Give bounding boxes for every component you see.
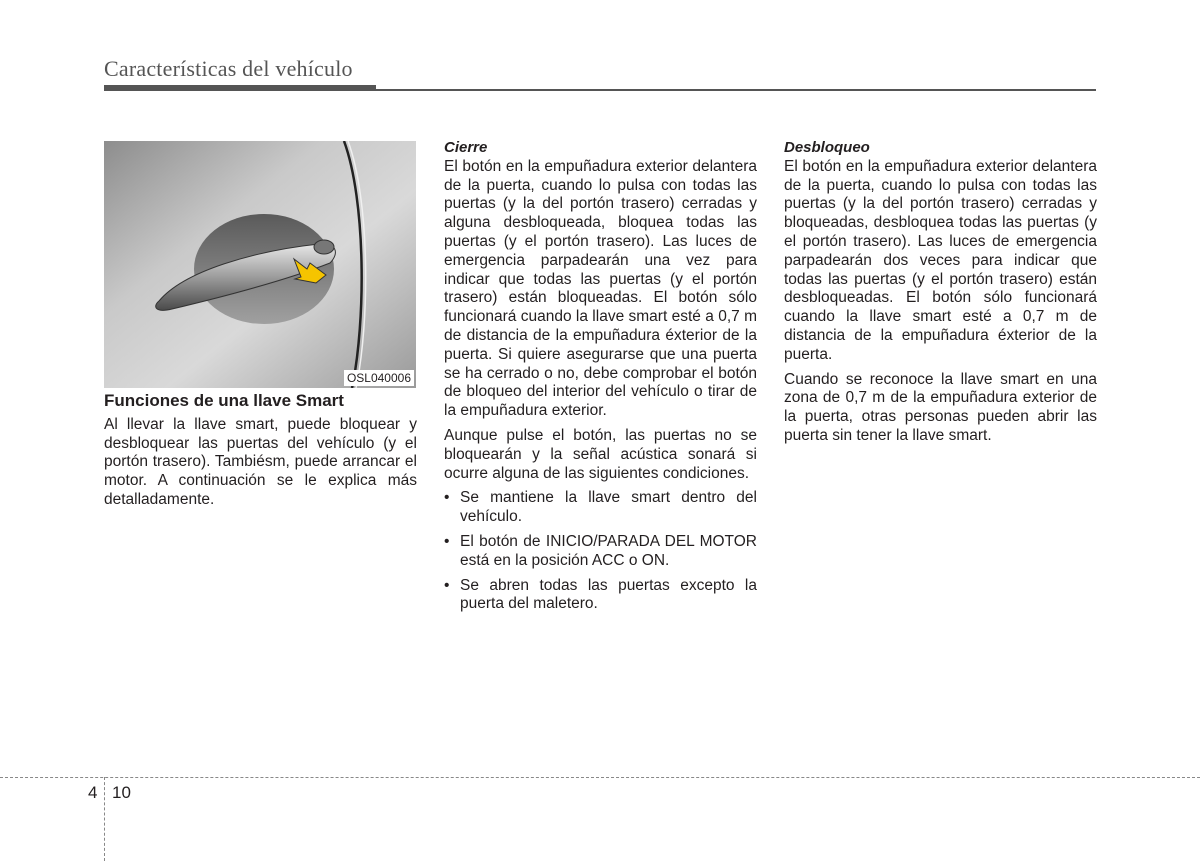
door-handle-illustration bbox=[104, 141, 416, 388]
list-item-text: Se abren todas las puertas excepto la puerta del maletero. bbox=[460, 576, 757, 613]
section-number: 4 bbox=[88, 783, 98, 802]
footer-vertical-divider bbox=[104, 777, 105, 861]
cierre-paragraph-1: El botón en la empuñadura exterior delantera de la puerta, cuando lo pulsa con todas las puertas (y la del portón trasero) cerradas y alguna desbloqueada, bloquea todas las puertas (y el portón trasero). Las luces de emergencia parpadearán una vez para indicar que todas las puertas (y el portón trasero) están bloqueadas. El botón sólo funcionará cuando la llave smart esté a 0,7 m de distancia de la empuñadura éxterior de la puerta. Si quiere asegurarse que una puerta se ha cerrado o no, debe comprobar el botón de bloqueo del interior del vehículo o tirar de la empuñadura exterior. bbox=[444, 157, 757, 420]
subheading-cierre: Cierre bbox=[444, 139, 488, 156]
section-heading-smart-key: Funciones de una llave Smart bbox=[104, 391, 344, 410]
list-item-text: Se mantiene la llave smart dentro del vehículo. bbox=[460, 489, 757, 526]
list-item bbox=[444, 533, 757, 571]
page-header-title: Características del vehículo bbox=[104, 56, 353, 81]
column-1 bbox=[104, 392, 417, 516]
header-rule bbox=[104, 89, 1096, 91]
figure-caption: OSL040006 bbox=[344, 370, 414, 386]
list-item bbox=[444, 577, 757, 615]
page-number: 10 bbox=[112, 783, 131, 802]
conditions-list bbox=[444, 489, 757, 614]
bullet-icon: • bbox=[444, 532, 450, 550]
door-handle-drawing bbox=[104, 141, 416, 388]
smart-key-intro-paragraph: Al llevar la llave smart, puede bloquear y desbloquear las puertas del vehículo (y el portón trasero). Tambiésm, puede arrancar el motor. A continuación se le explica más detalladamente. bbox=[104, 415, 417, 508]
list-item-text: El botón de INICIO/PARADA DEL MOTOR está en la posición ACC o ON. bbox=[460, 532, 757, 569]
desbloqueo-paragraph-2: Cuando se reconoce la llave smart en una zona de 0,7 m de la empuñadura exterior de la puerta, otras personas pueden abrir las puerta sin tener la llave smart. bbox=[784, 370, 1097, 444]
desbloqueo-paragraph-1: El botón en la empuñadura exterior delantera de la puerta, cuando lo pulsa con todas las puertas (y la del portón trasero) cerradas y bloqueadas, desbloquea todas las puertas (y el portón trasero). Las luces de emergencia parpadearán dos veces para indicar que todas las puertas (y el portón trasero) están desbloqueadas. El botón sólo funcionará cuando la llave smart esté a 0,7 m de distancia de la empuñadura éxterior de la puerta. bbox=[784, 157, 1097, 363]
footer-divider bbox=[0, 777, 1200, 778]
list-item bbox=[444, 489, 757, 527]
bullet-icon: • bbox=[444, 576, 450, 594]
column-2 bbox=[444, 139, 757, 620]
bullet-icon: • bbox=[444, 489, 450, 507]
subheading-desbloqueo: Desbloqueo bbox=[784, 139, 870, 156]
cierre-paragraph-2: Aunque pulse el botón, las puertas no se bloquearán y la señal acústica sonará si ocurre alguna de las siguientes condiciones. bbox=[444, 426, 757, 482]
column-3 bbox=[784, 139, 1097, 452]
